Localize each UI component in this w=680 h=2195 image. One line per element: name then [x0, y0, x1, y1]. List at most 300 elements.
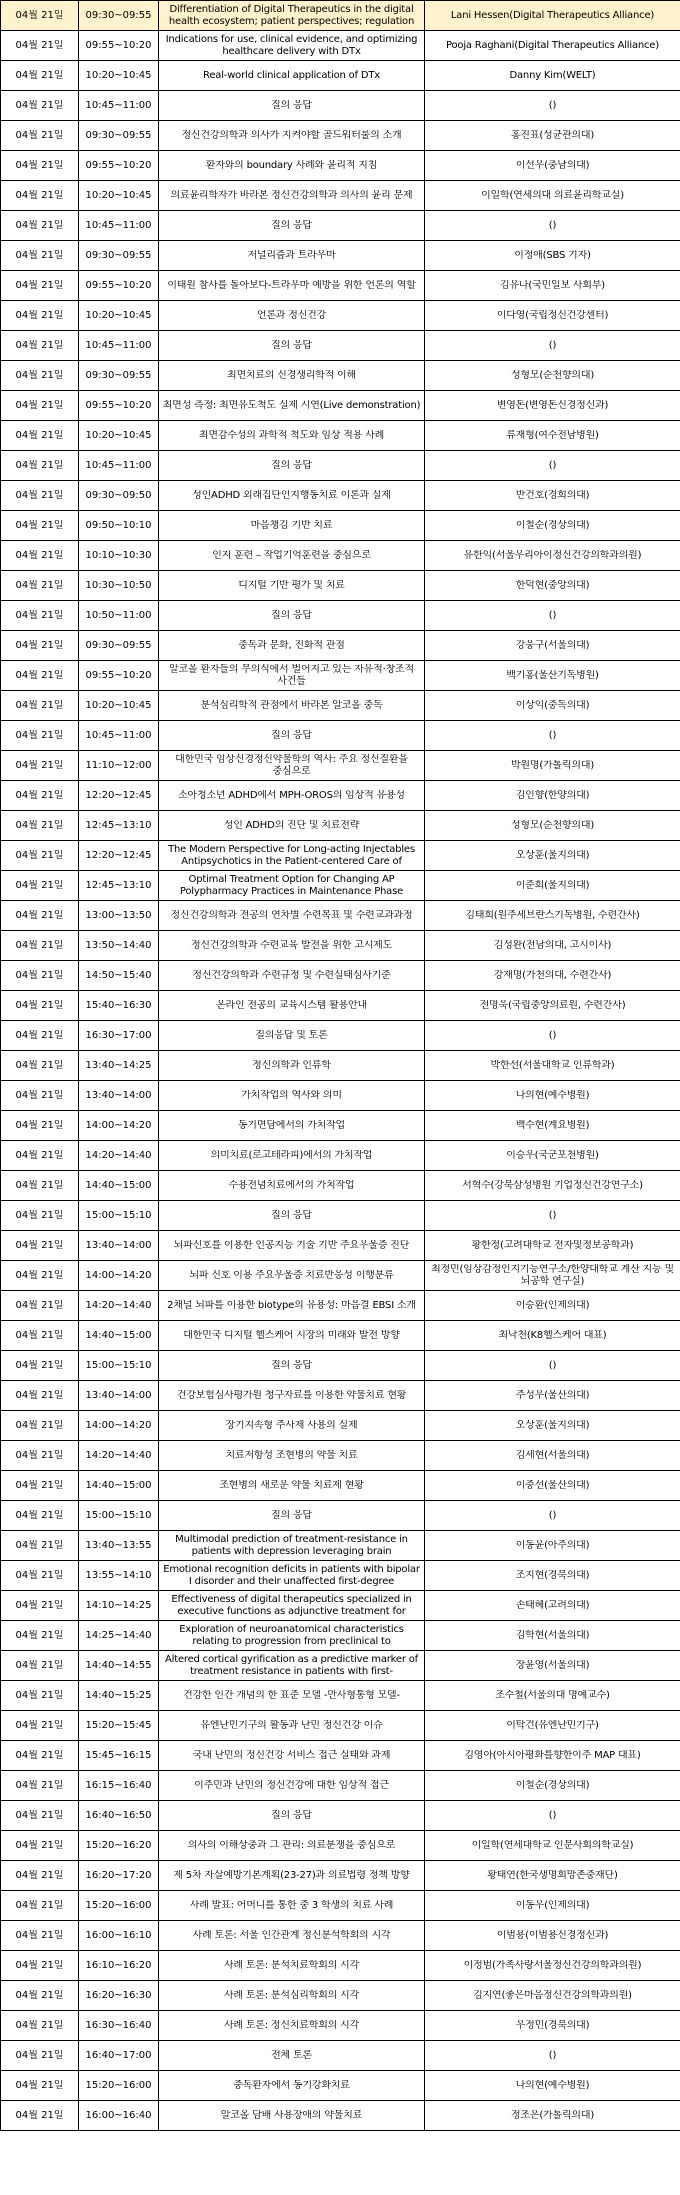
session-speaker: [425, 751, 680, 781]
session-time-text: 15:20~16:00: [85, 2079, 152, 2091]
session-speaker-text: 박한선(서울대학교 인류학과): [490, 1059, 615, 1071]
session-speaker-text: 조수철(서울의대 명예교수): [495, 1689, 610, 1701]
session-date: [1, 931, 79, 961]
session-time-text: 13:50~14:40: [85, 939, 152, 951]
session-title-text: 가치작업의 역사와 의미: [241, 1089, 342, 1101]
session-time: [79, 1021, 159, 1051]
session-speaker: [425, 1, 680, 31]
session-speaker: [425, 871, 680, 901]
session-time-text: 09:30~09:55: [85, 9, 152, 21]
session-time-text: 12:20~12:45: [85, 849, 152, 861]
session-time-text: 14:40~14:55: [85, 1659, 152, 1671]
session-title: [159, 1771, 425, 1801]
session-title-text: 질의 응답: [271, 459, 312, 471]
session-date-text: 04월 21일: [15, 369, 64, 381]
table-row: [1, 31, 680, 61]
session-date: [1, 541, 79, 571]
session-speaker: [425, 1741, 680, 1771]
session-time: [79, 991, 159, 1021]
session-speaker: [425, 1021, 680, 1051]
table-row: [1, 1591, 680, 1621]
table-row: [1, 871, 680, 901]
session-time-text: 16:00~16:40: [85, 2109, 152, 2121]
session-speaker-text: (): [548, 1359, 557, 1371]
session-speaker: [425, 571, 680, 601]
session-time-text: 10:20~10:45: [85, 69, 152, 81]
session-speaker: [425, 1471, 680, 1501]
table-row: [1, 1291, 680, 1321]
session-title-text: 중독환자에서 동기강화치료: [233, 2079, 350, 2091]
session-date: [1, 31, 79, 61]
session-title-text: 대한민국 임상신경정신약물학의 역사: 주요 정신질환을 중심으로: [175, 753, 408, 777]
table-row: [1, 1501, 680, 1531]
session-date-text: 04월 21일: [15, 549, 64, 561]
session-date-text: 04월 21일: [15, 909, 64, 921]
session-title: [159, 2101, 425, 2131]
session-speaker: [425, 2101, 680, 2131]
session-date-text: 04월 21일: [15, 1569, 64, 1581]
session-date-text: 04월 21일: [15, 1869, 64, 1881]
session-title-text: 최면성 측정: 최면유도척도 실제 시연(Live demonstration): [162, 399, 421, 411]
session-time: [79, 781, 159, 811]
session-title: [159, 631, 425, 661]
session-title: [159, 691, 425, 721]
session-time: [79, 1681, 159, 1711]
session-speaker-text: 이승환(인제의대): [515, 1299, 590, 1311]
session-time-text: 16:00~16:10: [85, 1929, 152, 1941]
session-date: [1, 1321, 79, 1351]
session-date: [1, 1051, 79, 1081]
session-date-text: 04월 21일: [15, 1719, 64, 1731]
table-row: [1, 481, 680, 511]
session-time-text: 10:30~10:50: [85, 579, 152, 591]
session-title-text: 저널리즘과 트라우마: [247, 249, 336, 261]
session-date: [1, 91, 79, 121]
table-row: [1, 1141, 680, 1171]
session-speaker: [425, 901, 680, 931]
session-title-text: Indications for use, clinical evidence, and optimizing healthcare delivery with DTx: [165, 33, 418, 57]
session-time: [79, 211, 159, 241]
session-time: [79, 1501, 159, 1531]
table-row: [1, 691, 680, 721]
session-date-text: 04월 21일: [15, 1059, 64, 1071]
session-speaker: [425, 421, 680, 451]
table-row: [1, 1, 680, 31]
session-speaker-text: 김태희(원주세브란스기독병원, 수련간사): [465, 909, 640, 921]
table-row: [1, 1531, 680, 1561]
session-speaker-text: 최정민(임상감정인지기능연구소/한양대학교 계산 지능 및 뇌공학 연구실): [431, 1263, 674, 1287]
session-title-text: 질의 응답: [271, 729, 312, 741]
session-title-text: 사례 발표: 어머니를 통한 중 3 학생의 치료 사례: [189, 1899, 394, 1911]
table-row: [1, 1951, 680, 1981]
session-time-text: 14:00~14:20: [85, 1269, 152, 1281]
session-speaker-text: 김영아(아시아평화를향한이주 MAP 대표): [464, 1749, 641, 1761]
session-title-text: 이주민과 난민의 정신건강에 대한 임상적 접근: [194, 1779, 389, 1791]
session-date: [1, 901, 79, 931]
table-row: [1, 2071, 680, 2101]
session-time-text: 15:20~15:45: [85, 1719, 152, 1731]
session-title: [159, 1021, 425, 1051]
session-time-text: 14:10~14:25: [85, 1599, 152, 1611]
session-title: [159, 931, 425, 961]
session-time-text: 10:20~10:45: [85, 309, 152, 321]
session-title: [159, 571, 425, 601]
session-time: [79, 61, 159, 91]
session-title: [159, 361, 425, 391]
session-title-text: 질의 응답: [271, 99, 312, 111]
session-time: [79, 421, 159, 451]
table-row: [1, 571, 680, 601]
session-speaker: [425, 1801, 680, 1831]
session-title: [159, 1201, 425, 1231]
table-row: [1, 961, 680, 991]
session-speaker: [425, 1651, 680, 1681]
table-row: [1, 1261, 680, 1291]
session-speaker: [425, 1561, 680, 1591]
session-time-text: 16:40~16:50: [85, 1809, 152, 1821]
session-date-text: 04월 21일: [15, 2079, 64, 2091]
session-title-text: Effectiveness of digital therapeutics specialized in executive functions as adjunctive treatment for: [171, 1593, 412, 1617]
session-speaker: [425, 1111, 680, 1141]
session-title: [159, 811, 425, 841]
session-title-text: 알코올 담배 사용장애의 약물치료: [220, 2109, 363, 2121]
table-row: [1, 991, 680, 1021]
session-time: [79, 2101, 159, 2131]
session-title-text: 중독과 문화, 진화적 관점: [238, 639, 345, 651]
session-date: [1, 1681, 79, 1711]
session-date: [1, 211, 79, 241]
session-date-text: 04월 21일: [15, 1089, 64, 1101]
session-speaker-text: (): [548, 609, 557, 621]
session-date: [1, 481, 79, 511]
session-date-text: 04월 21일: [15, 309, 64, 321]
session-title: [159, 271, 425, 301]
session-date-text: 04월 21일: [15, 1389, 64, 1401]
session-title: [159, 1, 425, 31]
session-date: [1, 991, 79, 1021]
session-date-text: 04월 21일: [15, 1239, 64, 1251]
session-title-text: 의미치료(로고테라피)에서의 가치작업: [210, 1149, 373, 1161]
session-speaker: [425, 1921, 680, 1951]
session-speaker-text: 이승우(국군포천병원): [506, 1149, 599, 1161]
session-date-text: 04월 21일: [15, 129, 64, 141]
session-speaker-text: (): [548, 2049, 557, 2061]
session-date-text: 04월 21일: [15, 339, 64, 351]
session-date: [1, 241, 79, 271]
session-title-text: Real-world clinical application of DTx: [203, 69, 380, 81]
session-speaker: [425, 931, 680, 961]
session-speaker: [425, 481, 680, 511]
session-time: [79, 1921, 159, 1951]
session-title: [159, 1981, 425, 2011]
session-title: [159, 841, 425, 871]
session-speaker: [425, 1231, 680, 1261]
session-date: [1, 811, 79, 841]
session-time: [79, 1981, 159, 2011]
session-title-text: 건강한 인간 개념의 한 표준 모델 -만사형통형 모델-: [183, 1689, 400, 1701]
session-time: [79, 1231, 159, 1261]
session-date-text: 04월 21일: [15, 1539, 64, 1551]
session-time-text: 09:55~10:20: [85, 669, 152, 681]
session-speaker: [425, 1381, 680, 1411]
session-time-text: 09:30~09:55: [85, 639, 152, 651]
session-date-text: 04월 21일: [15, 969, 64, 981]
session-date-text: 04월 21일: [15, 879, 64, 891]
session-time-text: 13:40~13:55: [85, 1539, 152, 1551]
session-time: [79, 1261, 159, 1291]
session-speaker-text: 이정애(SBS 기자): [514, 249, 591, 261]
session-title-text: Emotional recognition deficits in patients with bipolar I disorder and their unaffected first-degree: [163, 1563, 420, 1587]
session-date: [1, 1, 79, 31]
session-date-text: 04월 21일: [15, 1959, 64, 1971]
session-time: [79, 1621, 159, 1651]
session-title-text: 질의 응답: [271, 1209, 312, 1221]
session-title-text: 성인 ADHD의 진단 및 치료전략: [223, 819, 360, 831]
session-speaker: [425, 211, 680, 241]
session-title-text: 언론과 정신건강: [256, 309, 327, 321]
session-speaker-text: 이상익(중독의대): [515, 699, 590, 711]
session-speaker: [425, 1861, 680, 1891]
session-date: [1, 61, 79, 91]
session-date: [1, 571, 79, 601]
session-date: [1, 1861, 79, 1891]
session-speaker-text: 김인향(한양의대): [515, 789, 590, 801]
session-speaker-text: (): [548, 339, 557, 351]
session-speaker: [425, 241, 680, 271]
session-time-text: 14:40~15:25: [85, 1689, 152, 1701]
session-time: [79, 1441, 159, 1471]
session-time-text: 09:30~09:55: [85, 249, 152, 261]
table-row: [1, 1561, 680, 1591]
session-speaker: [425, 841, 680, 871]
session-speaker-text: 이정범(가족사랑서울정신건강의학과의원): [463, 1959, 642, 1971]
session-date: [1, 1951, 79, 1981]
session-title-text: The Modern Perspective for Long-acting Injectables Antipsychotics in the Patient-centered Care of: [168, 843, 415, 867]
session-title-text: 질의 응답: [271, 1809, 312, 1821]
session-title-text: 국내 난민의 정신건강 서비스 접근 실태와 과제: [192, 1749, 391, 1761]
session-speaker-text: 황태연(한국생명회망존중재단): [487, 1869, 618, 1881]
session-speaker: [425, 1501, 680, 1531]
session-speaker-text: 성형모(순천향의대): [510, 369, 595, 381]
session-title: [159, 1801, 425, 1831]
session-time: [79, 1531, 159, 1561]
session-speaker: [425, 1951, 680, 1981]
session-date: [1, 1021, 79, 1051]
session-date: [1, 421, 79, 451]
session-title-text: 알코올 환자들의 무의식에서 벌어지고 있는 자유적·창조적 사건들: [169, 663, 414, 687]
session-date-text: 04월 21일: [15, 519, 64, 531]
session-title: [159, 61, 425, 91]
session-speaker-text: 이일학(연세의대 의료윤리학교실): [481, 189, 624, 201]
session-title-text: 질의 응답: [271, 219, 312, 231]
session-date: [1, 1081, 79, 1111]
session-time-text: 09:50~10:10: [85, 519, 152, 531]
session-speaker: [425, 1081, 680, 1111]
session-time: [79, 541, 159, 571]
session-title-text: Optimal Treatment Option for Changing AP Polypharmacy Practices in Maintenance Phase: [179, 873, 404, 897]
session-speaker: [425, 271, 680, 301]
session-title: [159, 1891, 425, 1921]
session-time-text: 14:40~15:00: [85, 1179, 152, 1191]
session-title: [159, 1441, 425, 1471]
session-date-text: 04월 21일: [15, 2109, 64, 2121]
session-speaker: [425, 301, 680, 331]
session-title-text: 사례 토론: 분석심리학회의 시각: [223, 1989, 360, 2001]
session-time: [79, 361, 159, 391]
session-speaker: [425, 631, 680, 661]
session-date-text: 04월 21일: [15, 1299, 64, 1311]
session-date: [1, 271, 79, 301]
session-title: [159, 961, 425, 991]
session-time-text: 09:55~10:20: [85, 39, 152, 51]
session-title-text: 인지 훈련 – 작업기억훈련을 중심으로: [212, 549, 371, 561]
session-speaker-text: Danny Kim(WELT): [509, 69, 596, 81]
session-time: [79, 241, 159, 271]
session-time-text: 10:20~10:45: [85, 189, 152, 201]
session-speaker: [425, 361, 680, 391]
session-time: [79, 1051, 159, 1081]
session-title-text: 사례 토론: 분석치료학회의 시각: [223, 1959, 360, 1971]
session-date-text: 04월 21일: [15, 1449, 64, 1461]
session-speaker-text: 김학현(서울의대): [515, 1629, 590, 1641]
session-title-text: 동기면담에서의 가치작업: [237, 1119, 346, 1131]
session-title-text: 최면감수성의 과학적 척도와 임상 적용 사례: [198, 429, 385, 441]
session-title: [159, 121, 425, 151]
session-title-text: 치료저항성 조현병의 약물 치료: [225, 1449, 358, 1461]
session-speaker: [425, 1411, 680, 1441]
session-speaker: [425, 2071, 680, 2101]
session-date-text: 04월 21일: [15, 1119, 64, 1131]
session-speaker-text: 김성완(전남의대, 고시이사): [493, 939, 612, 951]
session-title-text: 뇌파신호를 이용한 인공지능 기술 기반 주요우울증 진단: [173, 1239, 410, 1251]
session-date-text: 04월 21일: [15, 489, 64, 501]
table-row: [1, 931, 680, 961]
session-time: [79, 1771, 159, 1801]
session-speaker-text: 이선우(충남의대): [515, 159, 590, 171]
session-speaker-text: 강웅구(서울의대): [515, 639, 590, 651]
session-title-text: 의료윤리학자가 바라본 정신건강의학과 의사의 윤리 문제: [170, 189, 413, 201]
session-date: [1, 511, 79, 541]
session-time: [79, 2071, 159, 2101]
session-time: [79, 931, 159, 961]
session-speaker: [425, 181, 680, 211]
session-date: [1, 1831, 79, 1861]
session-speaker-text: 박원명(가톨릭의대): [510, 759, 595, 771]
session-time: [79, 1321, 159, 1351]
table-row: [1, 661, 680, 691]
table-row: [1, 1201, 680, 1231]
session-speaker-text: 류재형(여수전남병원): [506, 429, 599, 441]
session-date-text: 04월 21일: [15, 639, 64, 651]
session-speaker: [425, 661, 680, 691]
session-date: [1, 1261, 79, 1291]
session-speaker-text: 반건호(경희의대): [515, 489, 590, 501]
session-date: [1, 331, 79, 361]
session-time: [79, 1351, 159, 1381]
session-speaker: [425, 331, 680, 361]
session-title-text: 정신건강의학과 수련교육 발전을 위한 고시제도: [190, 939, 393, 951]
session-title: [159, 1501, 425, 1531]
session-time-text: 15:00~15:10: [85, 1209, 152, 1221]
session-date-text: 04월 21일: [15, 1749, 64, 1761]
session-speaker: [425, 1591, 680, 1621]
session-date-text: 04월 21일: [15, 579, 64, 591]
session-speaker: [425, 691, 680, 721]
session-date-text: 04월 21일: [15, 429, 64, 441]
table-row: [1, 1411, 680, 1441]
session-time: [79, 1141, 159, 1171]
session-title: [159, 541, 425, 571]
session-date: [1, 1381, 79, 1411]
session-date: [1, 871, 79, 901]
table-row: [1, 751, 680, 781]
session-time-text: 16:30~16:40: [85, 2019, 152, 2031]
session-time-text: 14:40~15:00: [85, 1329, 152, 1341]
session-title: [159, 1051, 425, 1081]
session-title-text: 질의 응답: [271, 339, 312, 351]
session-time: [79, 511, 159, 541]
session-date-text: 04월 21일: [15, 669, 64, 681]
session-time: [79, 961, 159, 991]
session-title: [159, 1081, 425, 1111]
table-row: [1, 91, 680, 121]
schedule-body: [1, 1, 680, 2131]
session-title: [159, 31, 425, 61]
session-title-text: 수용전념치료에서의 가치작업: [228, 1179, 355, 1191]
session-date: [1, 1291, 79, 1321]
session-date-text: 04월 21일: [15, 819, 64, 831]
table-row: [1, 541, 680, 571]
session-time: [79, 1831, 159, 1861]
session-speaker-text: 성형모(순천향의대): [510, 819, 595, 831]
session-time-text: 14:00~14:20: [85, 1419, 152, 1431]
table-row: [1, 601, 680, 631]
session-time-text: 10:45~11:00: [85, 729, 152, 741]
session-time: [79, 301, 159, 331]
session-time: [79, 1, 159, 31]
session-speaker-text: 나의현(예수병원): [515, 1089, 590, 1101]
session-time-text: 16:15~16:40: [85, 1779, 152, 1791]
session-title-text: 정신건강의학과 의사가 지켜야할 골드워터룰의 소개: [181, 129, 402, 141]
session-time: [79, 661, 159, 691]
session-title: [159, 1561, 425, 1591]
session-date: [1, 391, 79, 421]
session-title: [159, 601, 425, 631]
table-row: [1, 721, 680, 751]
session-date: [1, 601, 79, 631]
session-title-text: Multimodal prediction of treatment-resistance in patients with depression leveraging brain: [175, 1533, 408, 1557]
session-speaker-text: (): [548, 1809, 557, 1821]
session-date-text: 04월 21일: [15, 459, 64, 471]
session-time: [79, 1291, 159, 1321]
session-speaker-text: 정조은(가톨릭의대): [510, 2109, 595, 2121]
session-speaker: [425, 61, 680, 91]
session-title: [159, 481, 425, 511]
session-date-text: 04월 21일: [15, 279, 64, 291]
session-time-text: 11:10~12:00: [85, 759, 152, 771]
session-speaker: [425, 1171, 680, 1201]
table-row: [1, 151, 680, 181]
session-date: [1, 1891, 79, 1921]
session-speaker: [425, 2011, 680, 2041]
session-speaker-text: 유한익(서울우리아이정신건강의학과의원): [463, 549, 642, 561]
session-speaker-text: 홍진표(성균관의대): [510, 129, 595, 141]
session-date: [1, 1201, 79, 1231]
session-time: [79, 2041, 159, 2071]
session-speaker: [425, 451, 680, 481]
session-speaker-text: 김지연(좋은마음정신건강의학과의원): [473, 1989, 632, 2001]
session-date-text: 04월 21일: [15, 999, 64, 1011]
